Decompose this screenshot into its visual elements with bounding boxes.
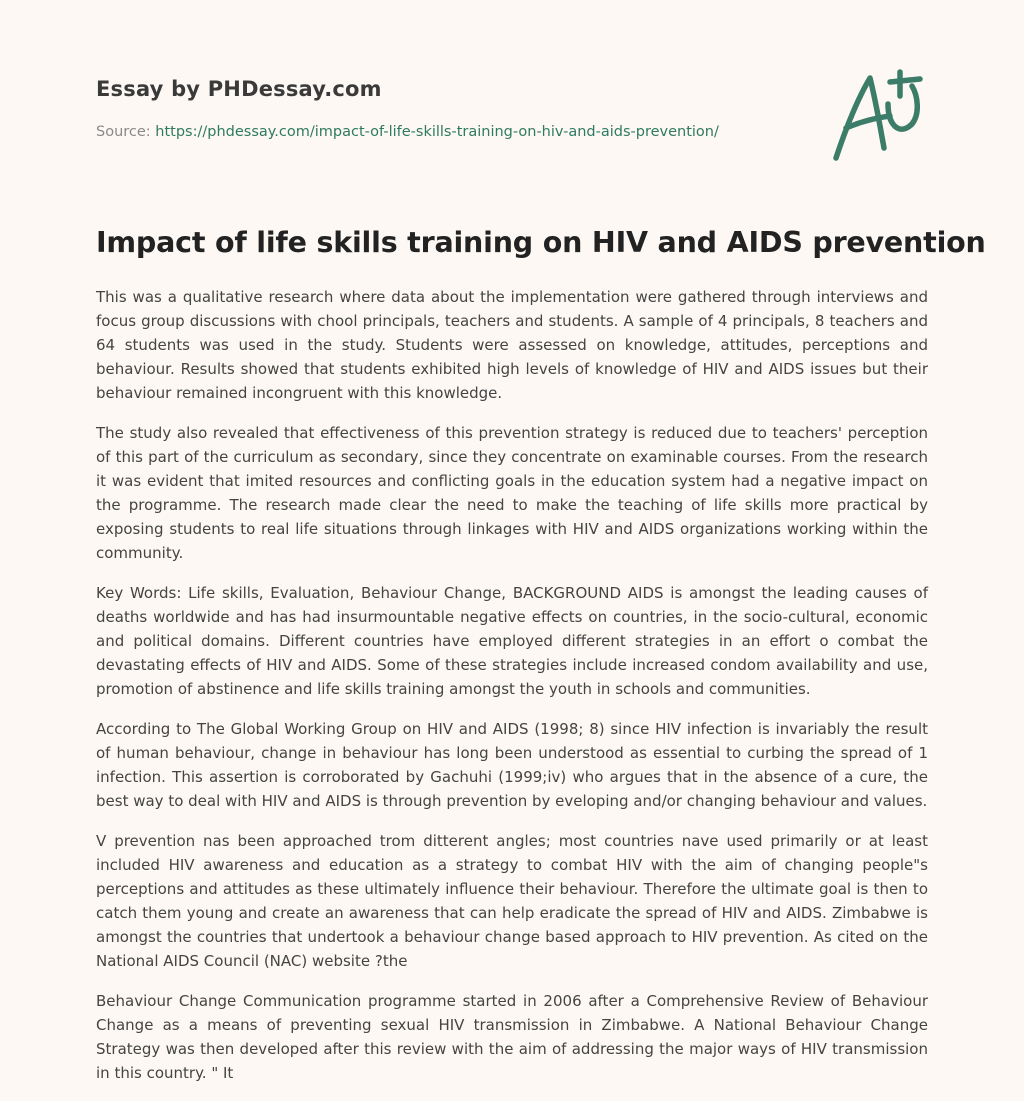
source-link[interactable]: https://phdessay.com/impact-of-life-skills-training-on-hiv-and-aids-prevention/: [155, 124, 719, 140]
a-plus-logo-icon: [826, 66, 930, 166]
essay-paragraph: Behaviour Change Communication programme started in 2006 after a Comprehensive Review of Behaviour Change as a means of preventing sexual HIV transmission in Zimbabwe. A National Behaviour Change Strategy was then developed after this review with the aim of addressing the major ways of HIV transmission in this country. " It: [96, 992, 928, 1082]
source-line: [96, 124, 719, 140]
essay-paragraph: This was a qualitative research where data about the implementation were gathered through interviews and focus group discussions with chool principals, teachers and students. A sample of 4 principals, 8 teachers and 64 students was used in the study. Students were assessed on knowledge, attitudes, perceptions and behaviour. Results showed that students exhibited high levels of knowledge of HIV and AIDS issues but their behaviour remained incongruent with this knowledge.: [96, 288, 928, 402]
site-brand: Essay by PHDessay.com: [96, 77, 382, 101]
essay-paragraph: Key Words: Life skills, Evaluation, Behaviour Change, BACKGROUND AIDS is amongst the leading causes of deaths worldwide and has had insurmountable negative effects on countries, in the socio-cultural, economic and political domains. Different countries have employed different strategies in an effort o combat the devastating effects of HIV and AIDS. Some of these strategies include increased condom availability and use, promotion of abstinence and life skills training amongst the youth in schools and communities.: [96, 584, 928, 698]
essay-paragraph: V prevention nas been approached trom ditterent angles; most countries nave used primarily or at least included HIV awareness and education as a strategy to combat HIV with the aim of changing people"s perceptions and attitudes as these ultimately influence their behaviour. Therefore the ultimate goal is then to catch them young and create an awareness that can help eradicate the spread of HIV and AIDS. Zimbabwe is amongst the countries that undertook a behaviour change based approach to HIV prevention. As cited on the National AIDS Council (NAC) website ?the: [96, 832, 928, 970]
source-label: Source:: [96, 124, 156, 140]
page-header: [96, 0, 928, 170]
essay-paragraph: The study also revealed that effectiveness of this prevention strategy is reduced due to teachers' perception of this part of the curriculum as secondary, since they concentrate on examinable courses. From the research it was evident that imited resources and conflicting goals in the education system had a negative impact on the programme. The research made clear the need to make the teaching of life skills more practical by exposing students to real life situations through linkages with HIV and AIDS organizations working within the community.: [96, 424, 928, 562]
essay-title: Impact of life skills training on HIV and AIDS prevention: [96, 226, 986, 259]
essay-paragraph: According to The Global Working Group on HIV and AIDS (1998; 8) since HIV infection is invariably the result of human behaviour, change in behaviour has long been understood as essential to curbing the spread of 1 infection. This assertion is corroborated by Gachuhi (1999;iv) who argues that in the absence of a cure, the best way to deal with HIV and AIDS is through prevention by eveloping and/or changing behaviour and values.: [96, 720, 928, 810]
essay-body: [96, 285, 928, 1101]
